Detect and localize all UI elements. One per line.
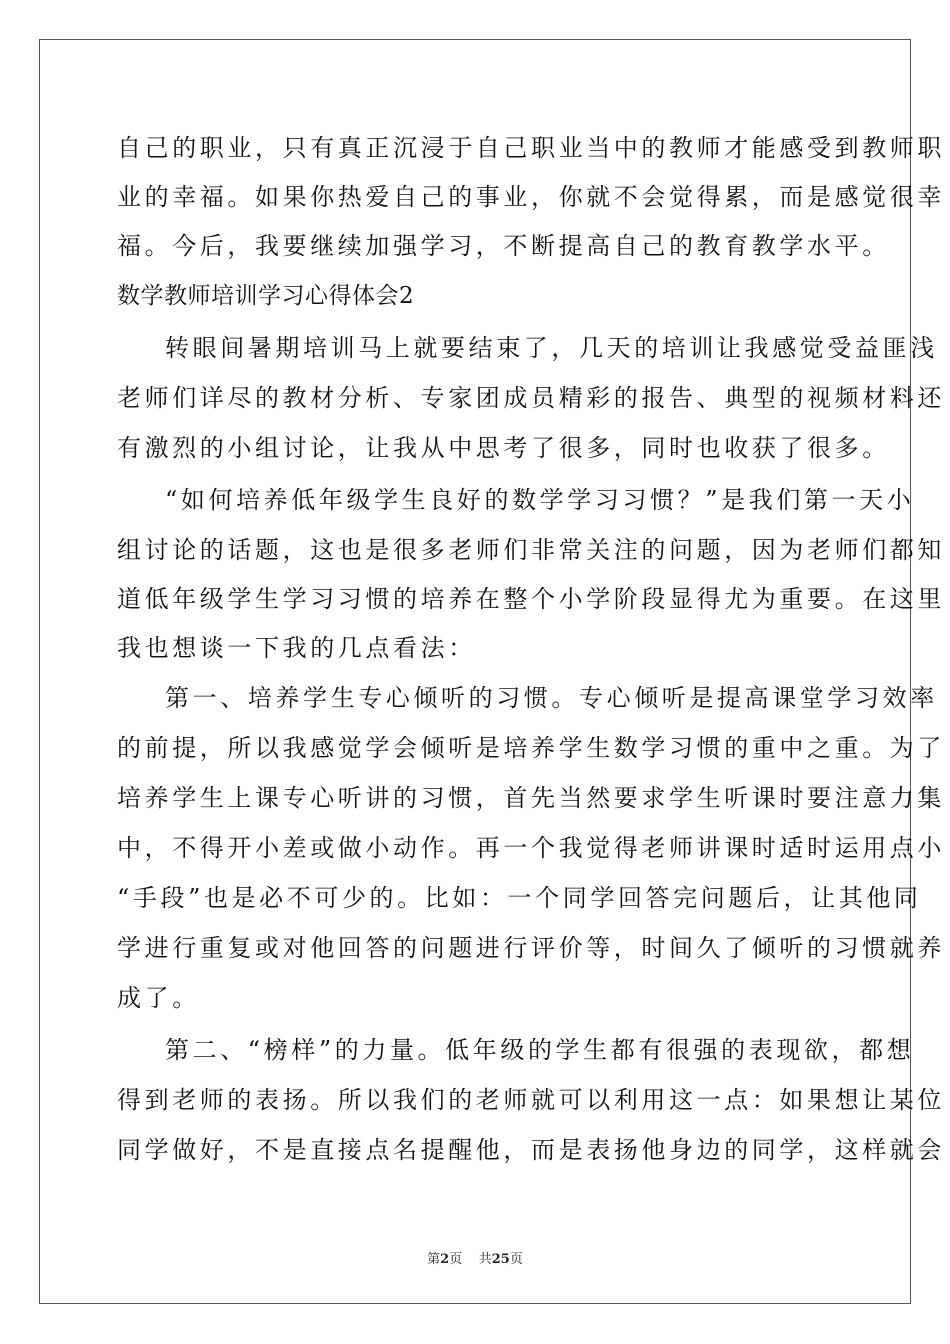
- text-line: 得到老师的表扬。所以我们的老师就可以利用这一点：如果想让某位: [117, 1086, 945, 1114]
- text-line: “如何培养低年级学生良好的数学学习习惯？”是我们第一天小: [165, 486, 915, 514]
- total-suffix: 页: [509, 1252, 523, 1267]
- text-line: 自己的职业，只有真正沉浸于自己职业当中的教师才能感受到教师职: [117, 134, 945, 162]
- text-line: 我也想谈一下我的几点看法：: [117, 634, 476, 662]
- text-line: 老师们详尽的教材分析、专家团成员精彩的报告、典型的视频材料还: [117, 384, 945, 412]
- text-line: 组讨论的话题，这也是很多老师们非常关注的问题，因为老师们都知: [117, 536, 945, 564]
- text-line: 道低年级学生学习习惯的培养在整个小学阶段显得尤为重要。在这里: [117, 585, 945, 613]
- text-line: 培养学生上课专心听讲的习惯，首先当然要求学生听课时要注意力集: [117, 784, 945, 812]
- text-line: “手段”也是必不可少的。比如：一个同学回答完问题后，让其他同: [117, 884, 922, 912]
- text-line: 学进行重复或对他回答的问题进行评价等，时间久了倾听的习惯就养: [117, 934, 945, 962]
- page-prefix: 第: [427, 1252, 441, 1267]
- page-footer: [0, 1248, 950, 1267]
- text-line: 的前提，所以我感觉学会倾听是培养学生数学习惯的重中之重。为了: [117, 734, 945, 762]
- page-total: 25: [491, 1252, 510, 1267]
- text-line: 中，不得开小差或做小动作。再一个我觉得老师讲课时适时运用点小: [117, 834, 945, 862]
- section-title: 数学教师培训学习心得体会2: [117, 283, 415, 309]
- text-line: 有激烈的小组讨论，让我从中思考了很多，同时也收获了很多。: [117, 434, 890, 462]
- page-number: 2: [440, 1252, 450, 1267]
- text-line: 第一、培养学生专心倾听的习惯。专心倾听是提高课堂学习效率: [165, 684, 938, 712]
- text-line: 第二、“榜样”的力量。低年级的学生都有很强的表现欲，都想: [165, 1036, 915, 1064]
- text-line: 同学做好，不是直接点名提醒他，而是表扬他身边的同学，这样就会: [117, 1136, 945, 1164]
- page-suffix: 页: [449, 1252, 463, 1267]
- text-line: 业的幸福。如果你热爱自己的事业，你就不会觉得累，而是感觉很幸: [117, 183, 945, 211]
- total-prefix: 共: [478, 1252, 492, 1267]
- text-line: 转眼间暑期培训马上就要结束了，几天的培训让我感觉受益匪浅: [165, 334, 938, 362]
- text-line: 成了。: [117, 984, 200, 1012]
- text-line: 福。今后，我要继续加强学习，不断提高自己的教育教学水平。: [117, 232, 890, 260]
